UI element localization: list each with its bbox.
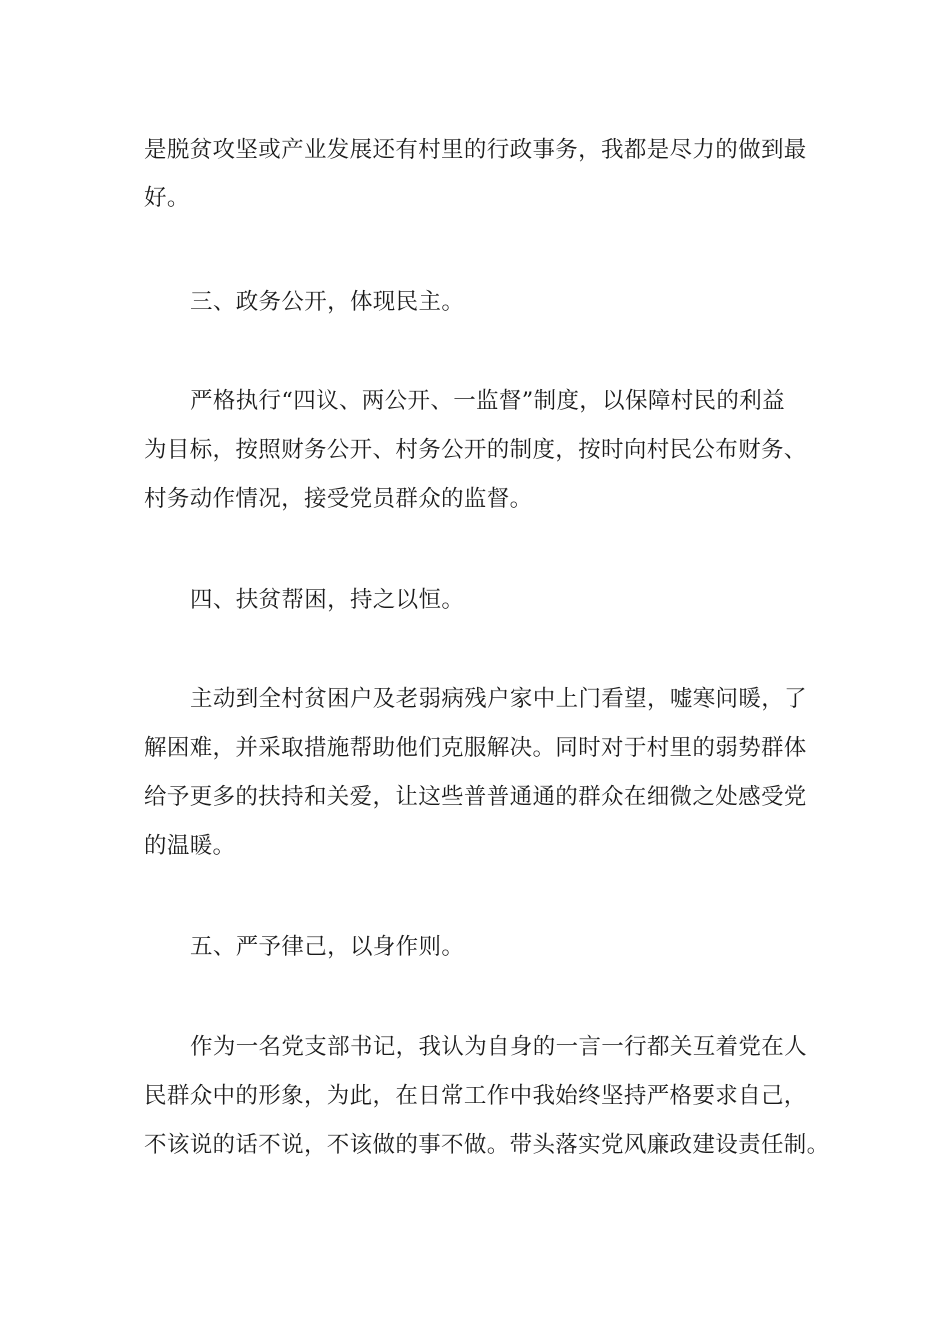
paragraph-line: 给予更多的扶持和关爱，让这些普普通通的群众在细微之处感受党 bbox=[144, 784, 807, 810]
paragraph-line: 作为一名党支部书记，我认为自身的一言一行都关互着党在人 bbox=[190, 1034, 807, 1060]
paragraph-line: 的温暖。 bbox=[144, 833, 236, 859]
paragraph-line: 主动到全村贫困户及老弱病残户家中上门看望，嘘寒问暖，了 bbox=[190, 686, 807, 712]
paragraph-line: 为目标，按照财务公开、村务公开的制度，按时向村民公布财务、 bbox=[144, 437, 807, 463]
section-heading: 五、严予律己，以身作则。 bbox=[190, 934, 465, 960]
paragraph-line: 村务动作情况，接受党员群众的监督。 bbox=[144, 486, 533, 512]
paragraph-line: 好。 bbox=[144, 185, 190, 211]
section-heading: 四、扶贫帮困，持之以恒。 bbox=[190, 587, 465, 613]
paragraph-line: 严格执行“四议、两公开、一监督”制度，以保障村民的利益 bbox=[190, 388, 785, 414]
paragraph-line: 不该说的话不说，不该做的事不做。带头落实党风廉政建设责任制。 bbox=[144, 1132, 830, 1158]
paragraph-line: 民群众中的形象，为此，在日常工作中我始终坚持严格要求自己， bbox=[144, 1083, 807, 1109]
paragraph-line: 是脱贫攻坚或产业发展还有村里的行政事务，我都是尽力的做到最 bbox=[144, 137, 807, 163]
section-heading: 三、政务公开，体现民主。 bbox=[190, 289, 465, 315]
paragraph-line: 解困难，并采取措施帮助他们克服解决。同时对于村里的弱势群体 bbox=[144, 735, 807, 761]
